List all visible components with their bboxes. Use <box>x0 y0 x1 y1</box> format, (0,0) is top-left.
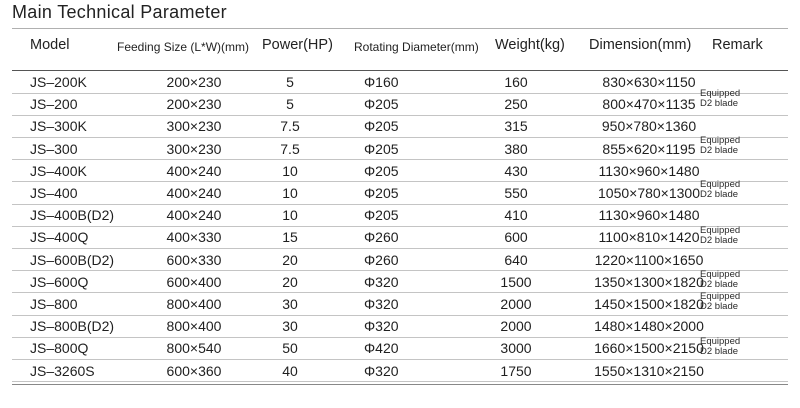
cell-power: 7.5 <box>280 140 300 157</box>
cell-model: JS–300K <box>30 118 87 135</box>
remark-line: D2 blade <box>700 346 739 357</box>
cell-rot: Φ160 <box>364 74 399 90</box>
cell-dim: 1130×960×1480 <box>598 207 700 224</box>
cell-power: 15 <box>282 229 298 246</box>
cell-power: 10 <box>282 185 298 201</box>
cell-power: 20 <box>282 251 298 268</box>
cell-model: JS–800 <box>30 296 78 312</box>
cell-weight: 1500 <box>500 273 532 290</box>
cell-feed: 200×230 <box>166 96 222 113</box>
remark-line: D2 blade <box>700 98 739 109</box>
header-power: Power(HP) <box>262 37 333 53</box>
table-row <box>12 269 788 294</box>
cell-rot: Φ205 <box>364 118 399 135</box>
cell-dim: 1220×1100×1650 <box>594 251 704 268</box>
cell-feed: 800×400 <box>166 296 222 312</box>
cell-dim: 830×630×1150 <box>602 74 696 90</box>
cell-weight: 3000 <box>500 340 532 357</box>
table-row <box>12 161 788 183</box>
cell-weight: 430 <box>504 162 528 179</box>
cell-power: 5 <box>286 96 294 113</box>
cell-dim: 1480×1480×2000 <box>594 318 704 335</box>
cell-model: JS–600B(D2) <box>30 251 115 268</box>
cell-feed: 800×400 <box>166 318 222 335</box>
cell-feed: 400×330 <box>166 229 222 246</box>
remark-note <box>700 136 740 156</box>
cell-weight: 1750 <box>500 362 532 379</box>
header-dimension: Dimension(mm) <box>589 37 692 53</box>
cell-dim: 1350×1300×1820 <box>594 273 704 290</box>
remark-line: D2 blade <box>700 145 739 156</box>
remark-line: Equipped <box>700 336 741 347</box>
cell-dim: 950×780×1360 <box>601 118 697 135</box>
cell-power: 20 <box>282 273 298 290</box>
remark-line: D2 blade <box>700 235 739 246</box>
cell-dim: 1550×1310×2150 <box>594 362 704 379</box>
table-row <box>12 72 788 94</box>
header-rotating-diameter: Rotating Diameter(mm) <box>354 40 479 54</box>
header-remark: Remark <box>712 37 763 53</box>
cell-model: JS–3260S <box>30 362 95 379</box>
cell-weight: 2000 <box>500 318 532 335</box>
cell-rot: Φ260 <box>364 251 399 268</box>
cell-feed: 400×240 <box>166 162 222 179</box>
table-row <box>12 116 788 138</box>
bottom-rule <box>12 384 788 385</box>
cell-dim: 800×470×1135 <box>602 96 696 113</box>
remark-note <box>700 292 740 312</box>
cell-feed: 400×240 <box>166 207 222 224</box>
remark-line: Equipped <box>700 179 741 190</box>
title-rule <box>12 28 788 29</box>
remark-line: D2 blade <box>700 279 739 290</box>
cell-dim: 1450×1500×1820 <box>594 296 704 312</box>
cell-weight: 250 <box>504 96 528 113</box>
row-divider <box>12 381 788 382</box>
cell-feed: 600×330 <box>166 251 222 268</box>
cell-model: JS–600Q <box>30 273 89 290</box>
cell-feed: 200×230 <box>166 74 222 90</box>
cell-model: JS–400Q <box>30 229 89 246</box>
table-row <box>12 361 788 383</box>
remark-line: Equipped <box>700 269 741 280</box>
cell-rot: Φ205 <box>364 140 399 157</box>
cell-rot: Φ205 <box>364 96 399 113</box>
cell-power: 7.5 <box>280 118 300 135</box>
table-row <box>12 183 788 205</box>
table-row <box>12 316 788 338</box>
remark-line: Equipped <box>700 291 741 302</box>
cell-weight: 600 <box>504 229 528 246</box>
cell-rot: Φ205 <box>364 185 399 201</box>
cell-weight: 315 <box>504 118 528 135</box>
cell-dim: 1130×960×1480 <box>598 162 700 179</box>
cell-power: 50 <box>282 340 298 357</box>
cell-feed: 800×540 <box>166 340 222 357</box>
cell-dim: 1100×810×1420 <box>598 229 700 246</box>
cell-model: JS–400B(D2) <box>30 207 115 224</box>
table-row <box>12 227 788 249</box>
remark-note <box>700 337 740 357</box>
cell-weight: 2000 <box>500 296 532 312</box>
remark-note <box>700 270 740 290</box>
table-row <box>12 139 788 161</box>
cell-power: 30 <box>282 318 298 335</box>
cell-rot: Φ320 <box>364 296 399 312</box>
remark-line: Equipped <box>700 135 741 146</box>
cell-rot: Φ320 <box>364 362 399 379</box>
table-row <box>12 94 788 116</box>
cell-feed: 300×230 <box>166 118 222 135</box>
cell-weight: 410 <box>504 207 528 224</box>
cell-weight: 160 <box>504 74 528 90</box>
cell-power: 30 <box>282 296 298 312</box>
page-title: Main Technical Parameter <box>12 2 227 22</box>
cell-dim: 855×620×1195 <box>602 140 696 157</box>
remark-note <box>700 226 740 246</box>
cell-weight: 640 <box>504 251 528 268</box>
remark-line: Equipped <box>700 88 741 99</box>
cell-power: 40 <box>282 362 298 379</box>
cell-rot: Φ320 <box>364 273 399 290</box>
table-row <box>12 205 788 227</box>
remark-note <box>700 180 740 200</box>
cell-feed: 600×400 <box>166 273 222 290</box>
cell-dim: 1050×780×1300 <box>598 185 700 201</box>
cell-model: JS–200K <box>30 74 87 90</box>
cell-model: JS–400 <box>30 185 78 201</box>
remark-line: Equipped <box>700 225 741 236</box>
remark-line: D2 blade <box>700 301 739 312</box>
cell-rot: Φ205 <box>364 162 399 179</box>
table-row <box>12 338 788 360</box>
cell-rot: Φ320 <box>364 318 399 335</box>
cell-model: JS–800B(D2) <box>30 318 115 335</box>
cell-weight: 550 <box>504 185 528 201</box>
cell-model: JS–200 <box>30 96 78 113</box>
cell-dim: 1660×1500×2150 <box>594 340 704 357</box>
table-row <box>12 250 788 272</box>
header-feeding-size: Feeding Size (L*W)(mm) <box>117 40 250 54</box>
cell-rot: Φ260 <box>364 229 399 246</box>
cell-feed: 300×230 <box>166 140 222 157</box>
cell-feed: 400×240 <box>166 185 222 201</box>
cell-model: JS–800Q <box>30 340 89 357</box>
remark-line: D2 blade <box>700 189 739 200</box>
table-row <box>12 291 788 316</box>
header-weight: Weight(kg) <box>495 37 565 53</box>
header-model: Model <box>30 37 70 53</box>
cell-power: 5 <box>286 74 294 90</box>
cell-feed: 600×360 <box>166 362 222 379</box>
cell-model: JS–400K <box>30 162 87 179</box>
cell-power: 10 <box>282 162 298 179</box>
remark-note <box>700 89 740 109</box>
cell-rot: Φ205 <box>364 207 399 224</box>
cell-weight: 380 <box>504 140 528 157</box>
header-rule <box>12 70 788 71</box>
cell-power: 10 <box>282 207 298 224</box>
cell-rot: Φ420 <box>364 340 399 357</box>
cell-model: JS–300 <box>30 140 78 157</box>
